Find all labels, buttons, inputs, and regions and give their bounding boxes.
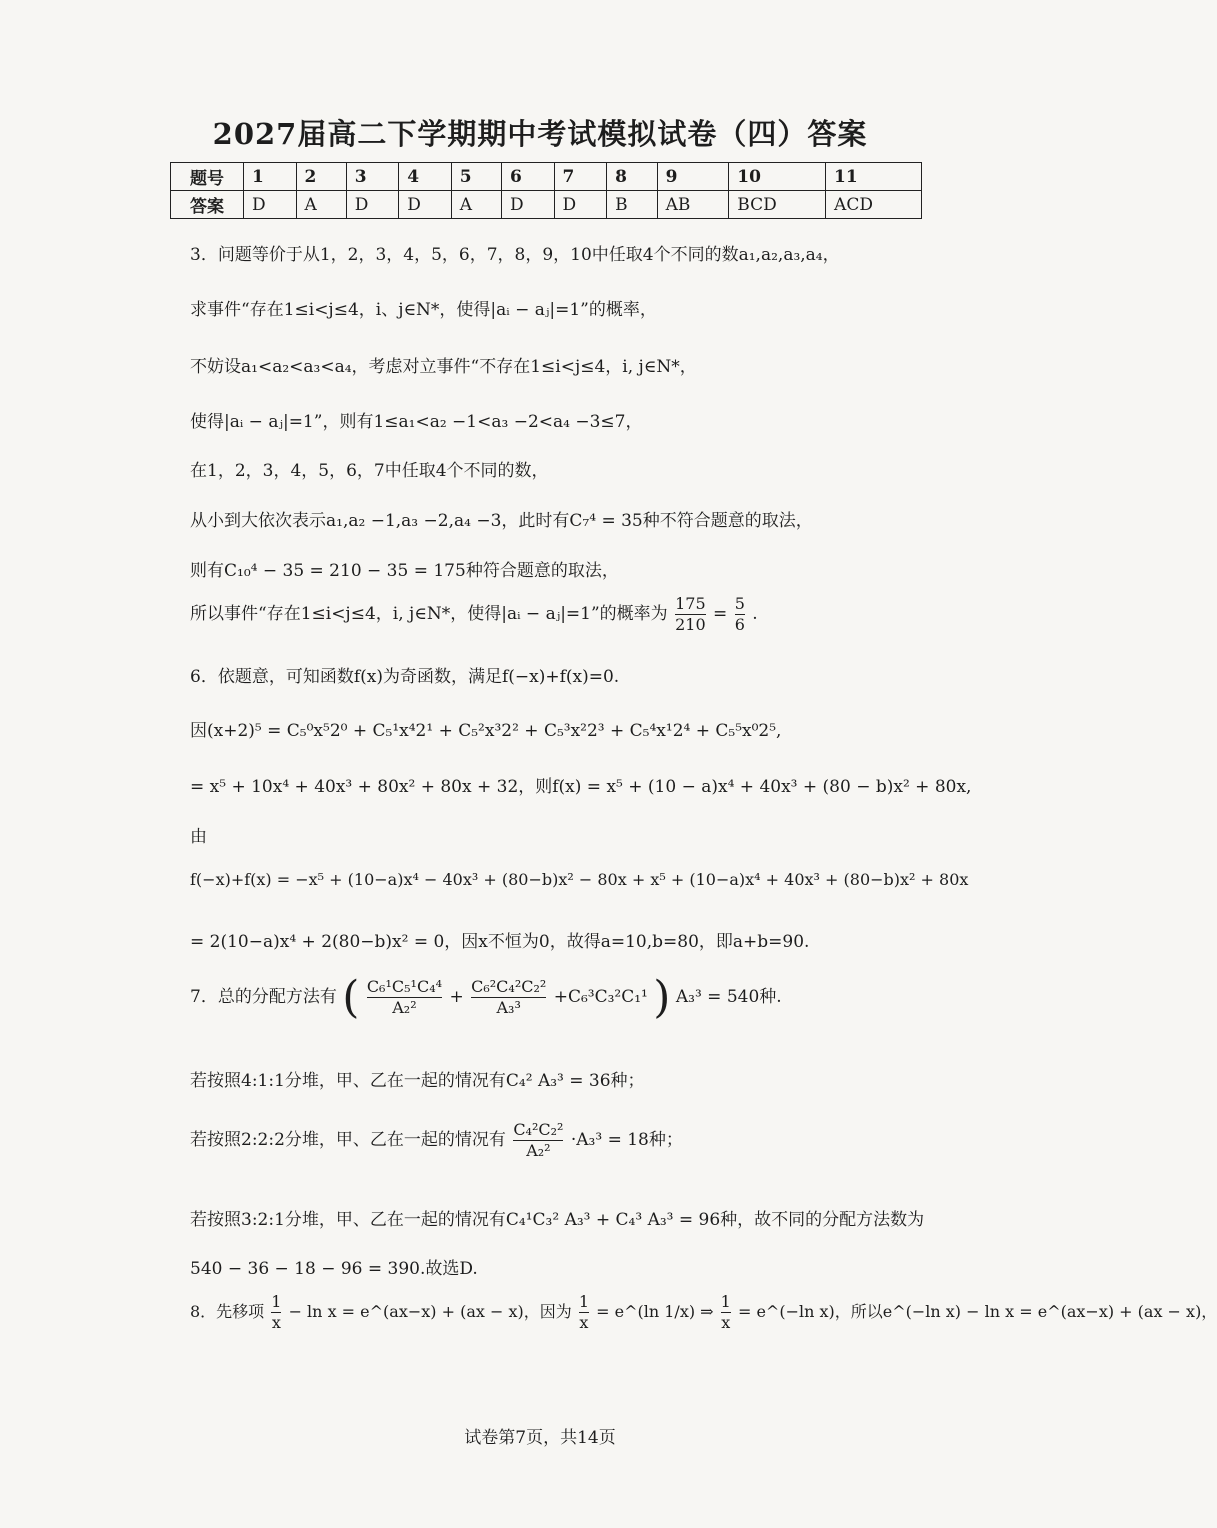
q6-line-3: = x⁵ + 10x⁴ + 40x³ + 80x² + 80x + 32，则f(x) = x⁵ + (10 − a)x⁴ + 40x³ + (80 − b)x² + 80x, xyxy=(190,777,972,797)
page-footer: 试卷第7页，共14页 xyxy=(464,1428,616,1448)
plus-sign: + xyxy=(449,987,464,1007)
fraction-numerator: 175 xyxy=(675,594,706,613)
question-number-cell: 7 xyxy=(554,163,607,191)
answer-cell: A xyxy=(296,191,346,219)
right-paren: ) xyxy=(653,972,671,1023)
answer-cell: B xyxy=(607,191,658,219)
q3-line-1: 3．问题等价于从1，2，3，4，5，6，7，8，9，10中任取4个不同的数a₁,a₂,a₃,a₄， xyxy=(190,245,840,265)
q3-line-8-text: 所以事件“存在1≤i<j≤4，i, j∈N*，使得|aᵢ − aⱼ|=1”的概率为 xyxy=(190,604,668,624)
q8-expr-3: = e^(−ln x)，所以e^(−ln x) − ln x = e^(ax−x) + (ax − x)， xyxy=(737,1302,1217,1321)
q6-line-1: 6．依题意，可知函数f(x)为奇函数，满足f(−x)+f(x)=0. xyxy=(190,667,620,687)
answer-cell: D xyxy=(244,191,297,219)
question-number-cell: 10 xyxy=(729,163,826,191)
row-label-answer: 答案 xyxy=(171,191,244,219)
term-3: +C₆³C₃²C₁¹ xyxy=(553,987,648,1007)
fraction-denominator: x xyxy=(721,1313,731,1332)
fraction-denominator: x xyxy=(579,1313,589,1332)
answer-cell: BCD xyxy=(729,191,826,219)
question-number-cell: 6 xyxy=(502,163,555,191)
fraction-one-over-x xyxy=(579,1292,589,1333)
answer-cell: AB xyxy=(657,191,729,219)
answer-cell: D xyxy=(502,191,555,219)
q3-line-5: 在1，2，3，4，5，6，7中任取4个不同的数， xyxy=(190,461,549,481)
answer-cell: A xyxy=(451,191,501,219)
q3-line-3: 不妨设a₁<a₂<a₃<a₄，考虑对立事件“不存在1≤i<j≤4，i, j∈N*， xyxy=(190,357,697,377)
q8-line-1 xyxy=(190,1292,1217,1333)
page-title: 2027届高二下学期期中考试模拟试卷（四）答案 xyxy=(212,117,868,151)
question-number-cell: 5 xyxy=(451,163,501,191)
q6-line-5: f(−x)+f(x) = −x⁵ + (10−a)x⁴ − 40x³ + (80−b)x² − 80x + x⁵ + (10−a)x⁴ + 40x³ + (80−b)x² + 80x xyxy=(190,870,969,889)
answer-cell: ACD xyxy=(826,191,922,219)
question-number-cell: 8 xyxy=(607,163,658,191)
answer-table-number-row xyxy=(171,163,922,191)
fraction-numerator: C₆²C₄²C₂² xyxy=(471,977,547,996)
answer-cell: D xyxy=(346,191,399,219)
q7-line-4: 若按照3:2:1分堆，甲、乙在一起的情况有C₄¹C₃² A₃³ + C₄³ A₃³ = 96种，故不同的分配方法数为 xyxy=(190,1210,925,1230)
fraction-grouping xyxy=(513,1120,563,1161)
q6-line-4: 由 xyxy=(190,827,207,847)
q7-line-3-text: 若按照2:2:2分堆，甲、乙在一起的情况有 xyxy=(190,1130,506,1150)
fraction-denominator: A₃³ xyxy=(496,998,521,1017)
q3-line-8 xyxy=(190,594,758,635)
fraction-numerator: 5 xyxy=(734,594,745,613)
answer-cell: D xyxy=(399,191,452,219)
period: . xyxy=(752,604,758,624)
q6-line-6: = 2(10−a)x⁴ + 2(80−b)x² = 0，因x不恒为0，故得a=10,b=80，即a+b=90. xyxy=(190,932,810,952)
fraction-denominator: A₂² xyxy=(392,998,417,1017)
fraction-numerator: C₆¹C₅¹C₄⁴ xyxy=(366,977,443,996)
answer-table-answer-row xyxy=(171,191,922,219)
fraction-numerator: 1 xyxy=(271,1292,282,1311)
fraction-numerator: 1 xyxy=(720,1292,731,1311)
fraction-denominator: A₂² xyxy=(526,1141,551,1160)
row-label-number: 题号 xyxy=(171,163,244,191)
fraction-numerator: C₄²C₂² xyxy=(513,1120,564,1139)
fraction-one-over-x xyxy=(721,1292,731,1333)
fraction-5-6 xyxy=(735,594,745,635)
q8-line-1-text: 8．先移项 xyxy=(190,1302,265,1321)
question-number-cell: 2 xyxy=(296,163,346,191)
q3-line-7: 则有C₁₀⁴ − 35 = 210 − 35 = 175种符合题意的取法， xyxy=(190,561,619,581)
q7-line-3 xyxy=(190,1120,683,1161)
fraction-denominator: 6 xyxy=(734,615,745,634)
q6-line-2: 因(x+2)⁵ = C₅⁰x⁵2⁰ + C₅¹x⁴2¹ + C₅²x³2² + C₅³x²2³ + C₅⁴x¹2⁴ + C₅⁵x⁰2⁵, xyxy=(190,721,782,741)
equals-sign: = xyxy=(713,604,728,624)
answer-table xyxy=(170,162,922,219)
question-number-cell: 9 xyxy=(657,163,729,191)
fraction-term-2 xyxy=(471,977,546,1018)
fraction-denominator: 210 xyxy=(675,615,706,634)
fraction-numerator: 1 xyxy=(578,1292,590,1311)
q3-line-6: 从小到大依次表示a₁,a₂ −1,a₃ −2,a₄ −3，此时有C₇⁴ = 35种不符合题意的取法， xyxy=(190,511,813,531)
left-paren: ( xyxy=(342,972,360,1023)
q7-line-5: 540 − 36 − 18 − 96 = 390.故选D. xyxy=(190,1259,478,1279)
q3-line-4: 使得|aᵢ − aⱼ|=1”，则有1≤a₁<a₂ −1<a₃ −2<a₄ −3≤7， xyxy=(190,412,643,432)
question-number-cell: 4 xyxy=(399,163,452,191)
question-number-cell: 1 xyxy=(244,163,297,191)
fraction-term-1 xyxy=(367,977,442,1018)
fraction-one-over-x xyxy=(271,1292,281,1333)
question-number-cell: 11 xyxy=(826,163,922,191)
q3-line-2: 求事件“存在1≤i<j≤4，i、j∈N*，使得|aᵢ − aⱼ|=1”的概率， xyxy=(190,300,657,320)
answer-cell: D xyxy=(554,191,607,219)
question-number-cell: 3 xyxy=(346,163,399,191)
q8-expr-1: − ln x = e^(ax−x) + (ax − x)，因为 xyxy=(288,1302,572,1321)
q7-line-1 xyxy=(190,972,782,1023)
q8-expr-2: = e^(ln 1/x) ⇒ xyxy=(596,1302,714,1321)
fraction-175-210 xyxy=(675,594,706,635)
q7-line-2: 若按照4:1:1分堆，甲、乙在一起的情况有C₄² A₃³ = 36种； xyxy=(190,1071,645,1091)
q7-line-1-result: A₃³ = 540种. xyxy=(675,987,782,1007)
fraction-denominator: x xyxy=(271,1313,281,1332)
q7-line-3-result: ·A₃³ = 18种； xyxy=(570,1130,683,1150)
q7-line-1-text: 7．总的分配方法有 xyxy=(190,987,337,1007)
